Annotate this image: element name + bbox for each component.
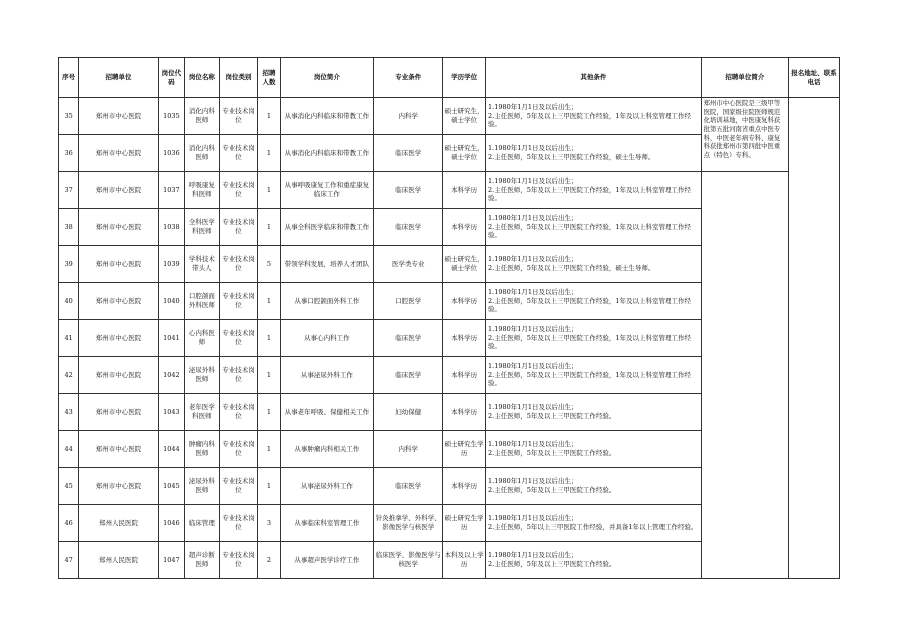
major-cell: 妇幼保健 [374, 394, 443, 431]
headcount-cell: 1 [258, 283, 280, 320]
post-type-cell: 专业技术岗位 [219, 505, 258, 542]
headcount-cell: 5 [258, 246, 280, 283]
other-conditions-cell: 1.1980年1月1日及以后出生； 2.主任医师，5年及以上三甲医院工作经验，硕士生导师。 [486, 135, 702, 172]
header-major: 专业条件 [374, 58, 443, 98]
header-serial: 序号 [59, 58, 79, 98]
post-type-cell: 专业技术岗位 [219, 209, 258, 246]
serial-cell: 37 [59, 172, 79, 209]
degree-cell: 本科学历 [443, 283, 486, 320]
degree-cell: 本科学历 [443, 209, 486, 246]
post-type-cell: 专业技术岗位 [219, 320, 258, 357]
unit-cell: 郑州市中心医院 [79, 394, 158, 431]
post-intro-cell: 从事心内科工作 [280, 320, 374, 357]
major-cell: 临床医学 [374, 357, 443, 394]
post-code-cell: 1036 [158, 135, 184, 172]
post-name-cell: 泌尿外科医师 [185, 357, 220, 394]
major-cell: 临床医学、影像医学与核医学 [374, 542, 443, 579]
header-other-conditions: 其他条件 [486, 58, 702, 98]
post-code-cell: 1046 [158, 505, 184, 542]
post-type-cell: 专业技术岗位 [219, 357, 258, 394]
degree-cell: 硕士研究生，硕士学位 [443, 135, 486, 172]
degree-cell: 本科学历 [443, 357, 486, 394]
post-type-cell: 专业技术岗位 [219, 98, 258, 135]
post-name-cell: 超声诊断医师 [185, 542, 220, 579]
headcount-cell: 1 [258, 394, 280, 431]
other-conditions-cell: 1.1980年1月1日及以后出生； 2.主任医师，5年及以上三甲医院工作经验，1年及以上科室管理工作经验。 [486, 98, 702, 135]
header-unit: 招聘单位 [79, 58, 158, 98]
contact-cell [789, 98, 840, 579]
headcount-cell: 1 [258, 209, 280, 246]
headcount-cell: 3 [258, 505, 280, 542]
other-conditions-cell: 1.1980年1月1日及以后出生； 2.主任医师，5年及以上三甲医院工作经验。 [486, 431, 702, 468]
unit-cell: 郑州人民医院 [79, 505, 158, 542]
other-conditions-cell: 1.1980年1月1日及以后出生； 2.主任医师，5年及以上三甲医院工作经验。 [486, 468, 702, 505]
headcount-cell: 1 [258, 172, 280, 209]
header-headcount: 招聘人数 [258, 58, 280, 98]
unit-cell: 郑州市中心医院 [79, 320, 158, 357]
unit-cell: 郑州市中心医院 [79, 246, 158, 283]
post-intro-cell: 从事肿瘤内科相关工作 [280, 431, 374, 468]
post-intro-cell: 从事老年呼吸、保健相关工作 [280, 394, 374, 431]
header-post-code: 岗位代码 [158, 58, 184, 98]
unit-intro-cell: 郑州市中心医院是三级甲等医院，国家级住院医师规范化培训基地，中医康复科获批第五批河南省重点中医专科，中医老年病专科、康复科获批郑州市第四批中医重点（特色）专科。 [701, 98, 788, 172]
post-intro-cell: 从事呼吸康复工作和重症康复临床工作 [280, 172, 374, 209]
post-type-cell: 专业技术岗位 [219, 542, 258, 579]
other-conditions-cell: 1.1980年1月1日及以后出生； 2.主任医师，5年及以上三甲医院工作经验，1年及以上科室管理工作经验。 [486, 283, 702, 320]
post-intro-cell: 从事全科医学临床和带教工作 [280, 209, 374, 246]
post-code-cell: 1047 [158, 542, 184, 579]
degree-cell: 本科学历 [443, 394, 486, 431]
major-cell: 临床医学 [374, 209, 443, 246]
serial-cell: 39 [59, 246, 79, 283]
post-name-cell: 口腔颌面外科医师 [185, 283, 220, 320]
degree-cell: 硕士研究生，硕士学位 [443, 246, 486, 283]
serial-cell: 45 [59, 468, 79, 505]
unit-cell: 郑州市中心医院 [79, 431, 158, 468]
serial-cell: 47 [59, 542, 79, 579]
other-conditions-cell: 1.1980年1月1日及以后出生； 2.主任医师，5年及以上三甲医院工作经验，1年及以上科室管理工作经验。 [486, 357, 702, 394]
headcount-cell: 1 [258, 98, 280, 135]
serial-cell: 44 [59, 431, 79, 468]
other-conditions-cell: 1.1980年1月1日及以后出生； 2.主任医师，5年以上三甲医院工作经验，并具备1年以上管理工作经验。 [486, 505, 702, 542]
post-intro-cell: 从事临床科室管理工作 [280, 505, 374, 542]
post-code-cell: 1041 [158, 320, 184, 357]
post-name-cell: 肿瘤内科医师 [185, 431, 220, 468]
unit-cell: 郑州市中心医院 [79, 98, 158, 135]
other-conditions-cell: 1.1980年1月1日及以后出生； 2.主任医师，5年及以上三甲医院工作经验，1年及以上科室管理工作经验。 [486, 172, 702, 209]
post-code-cell: 1038 [158, 209, 184, 246]
degree-cell: 硕士研究生，硕士学位 [443, 98, 486, 135]
post-intro-cell: 从事消化内科临床和带教工作 [280, 98, 374, 135]
serial-cell: 42 [59, 357, 79, 394]
serial-cell: 41 [59, 320, 79, 357]
table-row [59, 172, 840, 209]
headcount-cell: 1 [258, 431, 280, 468]
header-post-name: 岗位名称 [185, 58, 220, 98]
major-cell: 临床医学 [374, 172, 443, 209]
degree-cell: 本科及以上学历 [443, 542, 486, 579]
post-code-cell: 1043 [158, 394, 184, 431]
table-row [59, 98, 840, 135]
post-intro-cell: 从事泌尿外科工作 [280, 357, 374, 394]
post-name-cell: 消化内科医师 [185, 98, 220, 135]
recruitment-table [58, 57, 840, 579]
header-post-intro: 岗位简介 [280, 58, 374, 98]
major-cell: 临床医学 [374, 135, 443, 172]
serial-cell: 40 [59, 283, 79, 320]
serial-cell: 43 [59, 394, 79, 431]
post-intro-cell: 从事泌尿外科工作 [280, 468, 374, 505]
header-unit-intro: 招聘单位简介 [701, 58, 788, 98]
serial-cell: 46 [59, 505, 79, 542]
degree-cell: 本科学历 [443, 320, 486, 357]
post-name-cell: 心内科医师 [185, 320, 220, 357]
degree-cell: 本科学历 [443, 172, 486, 209]
post-type-cell: 专业技术岗位 [219, 468, 258, 505]
post-name-cell: 老年医学科医师 [185, 394, 220, 431]
post-name-cell: 泌尿外科医师 [185, 468, 220, 505]
header-post-type: 岗位类别 [219, 58, 258, 98]
unit-cell: 郑州市中心医院 [79, 357, 158, 394]
post-type-cell: 专业技术岗位 [219, 135, 258, 172]
post-intro-cell: 从事消化内科临床和带教工作 [280, 135, 374, 172]
other-conditions-cell: 1.1980年1月1日及以后出生； 2.主任医师，5年及以上三甲医院工作经验，1年及以上科室管理工作经验。 [486, 320, 702, 357]
major-cell: 临床医学 [374, 468, 443, 505]
post-name-cell: 全科医学科医师 [185, 209, 220, 246]
headcount-cell: 1 [258, 320, 280, 357]
post-name-cell: 学科技术带头人 [185, 246, 220, 283]
headcount-cell: 1 [258, 135, 280, 172]
post-code-cell: 1045 [158, 468, 184, 505]
post-intro-cell: 从事口腔颌面外科工作 [280, 283, 374, 320]
serial-cell: 35 [59, 98, 79, 135]
post-code-cell: 1039 [158, 246, 184, 283]
post-name-cell: 呼吸康复科医师 [185, 172, 220, 209]
unit-cell: 郑州市中心医院 [79, 209, 158, 246]
post-code-cell: 1040 [158, 283, 184, 320]
degree-cell: 本科学历 [443, 468, 486, 505]
post-type-cell: 专业技术岗位 [219, 172, 258, 209]
unit-cell: 郑州市中心医院 [79, 468, 158, 505]
post-name-cell: 临床管理 [185, 505, 220, 542]
post-code-cell: 1042 [158, 357, 184, 394]
major-cell: 针灸推拿学、外科学、影像医学与核医学 [374, 505, 443, 542]
serial-cell: 36 [59, 135, 79, 172]
headcount-cell: 1 [258, 357, 280, 394]
unit-cell: 郑州市中心医院 [79, 283, 158, 320]
degree-cell: 硕士研究生学历 [443, 505, 486, 542]
major-cell: 口腔医学 [374, 283, 443, 320]
post-code-cell: 1035 [158, 98, 184, 135]
post-code-cell: 1037 [158, 172, 184, 209]
major-cell: 临床医学 [374, 320, 443, 357]
unit-cell: 郑州市中心医院 [79, 172, 158, 209]
headcount-cell: 1 [258, 468, 280, 505]
post-code-cell: 1044 [158, 431, 184, 468]
other-conditions-cell: 1.1980年1月1日及以后出生； 2.主任医师，5年及以上三甲医院工作经验，1年及以上科室管理工作经验。 [486, 209, 702, 246]
major-cell: 内科学 [374, 431, 443, 468]
major-cell: 内科学 [374, 98, 443, 135]
post-intro-cell: 从事超声医学诊疗工作 [280, 542, 374, 579]
post-type-cell: 专业技术岗位 [219, 283, 258, 320]
unit-cell: 郑州市中心医院 [79, 135, 158, 172]
other-conditions-cell: 1.1980年1月1日及以后出生； 2.主任医师，5年及以上三甲医院工作经验。 [486, 542, 702, 579]
other-conditions-cell: 1.1980年1月1日及以后出生； 2.主任医师，5年及以上三甲医院工作经验，硕士生导师。 [486, 246, 702, 283]
header-degree: 学历学位 [443, 58, 486, 98]
unit-intro-blank-cell [701, 172, 788, 579]
header-row [59, 58, 840, 98]
headcount-cell: 2 [258, 542, 280, 579]
unit-cell: 郑州人民医院 [79, 542, 158, 579]
post-name-cell: 消化内科医师 [185, 135, 220, 172]
post-type-cell: 专业技术岗位 [219, 246, 258, 283]
other-conditions-cell: 1.1980年1月1日及以后出生； 2.主任医师，5年及以上三甲医院工作经验。 [486, 394, 702, 431]
post-type-cell: 专业技术岗位 [219, 431, 258, 468]
degree-cell: 硕士研究生学历 [443, 431, 486, 468]
post-intro-cell: 带领学科发展，培养人才团队 [280, 246, 374, 283]
major-cell: 医学类专业 [374, 246, 443, 283]
post-type-cell: 专业技术岗位 [219, 394, 258, 431]
header-contact: 报名地址、联系电话 [789, 58, 840, 98]
serial-cell: 38 [59, 209, 79, 246]
